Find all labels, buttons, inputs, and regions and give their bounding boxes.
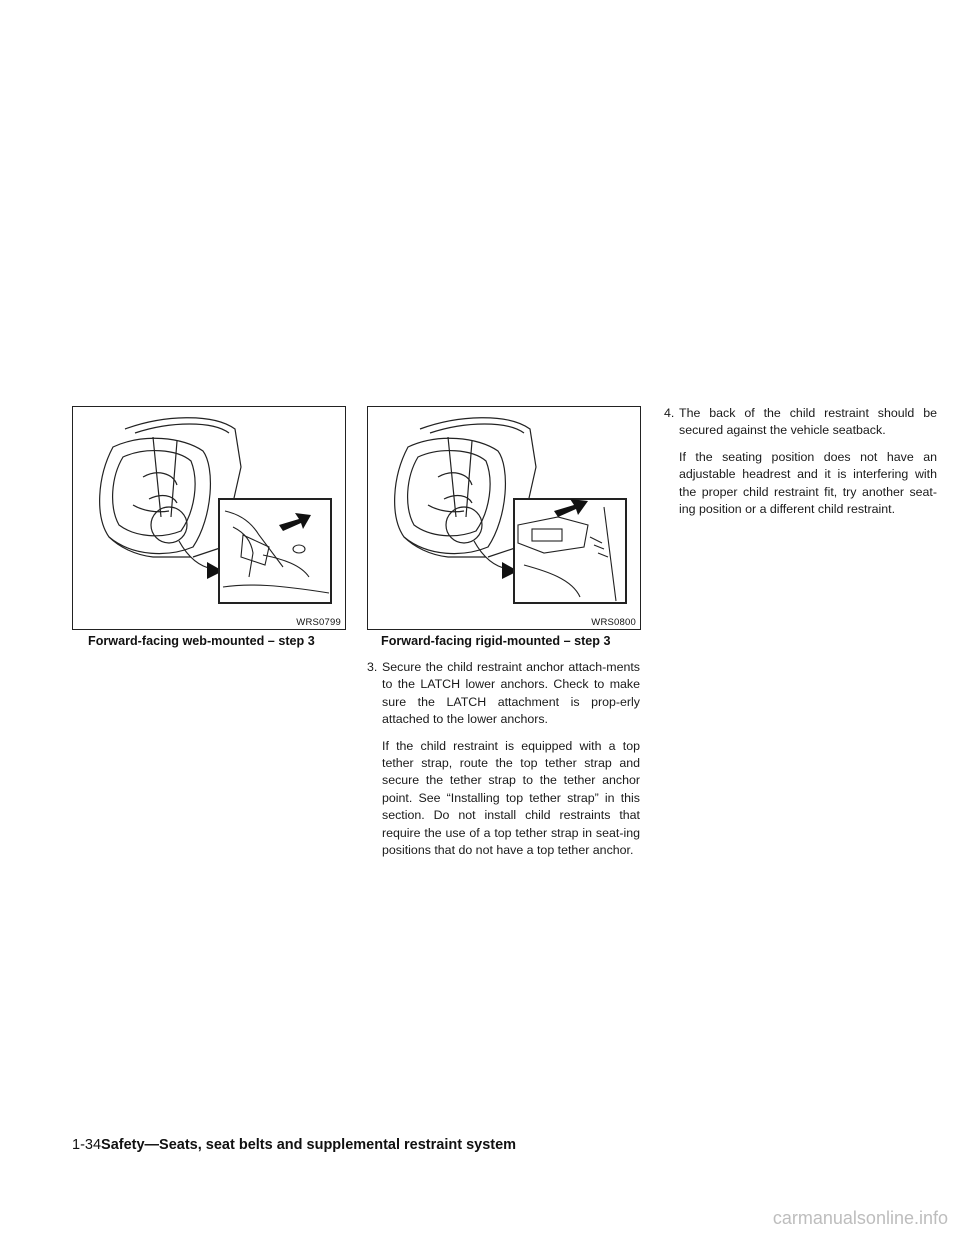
figure-rigid-mounted	[367, 406, 641, 630]
figure-caption: Forward-facing rigid-mounted – step 3	[381, 634, 611, 648]
step-paragraph: The back of the child restraint should be secured against the vehicle seatback.	[679, 406, 937, 438]
figure-code: WRS0800	[591, 617, 636, 628]
step-number: 4.	[664, 406, 675, 420]
child-seat-rigid-mounted-illustration	[368, 407, 640, 629]
figure-caption: Forward-facing web-mounted – step 3	[88, 634, 315, 648]
page-number: 1-34	[72, 1137, 102, 1153]
step-number: 3.	[367, 660, 378, 674]
step-paragraph: If the seating position does not have an adjustable headrest and it is interfering with the proper child restraint fit, try another seat-ing position or a different child restraint.	[679, 449, 937, 517]
step-paragraph: Secure the child restraint anchor attach-ments to the LATCH lower anchors. Check to make sure the LATCH attachment is prop-erly attached to the lower anchors.	[382, 660, 640, 727]
figure-web-mounted	[72, 406, 346, 630]
section-title: Safety—Seats, seat belts and supplemental restraint system	[101, 1137, 517, 1153]
step-paragraph: If the child restraint is equipped with a top tether strap, route the top tether strap and secure the tether strap to the tether anchor point. See “Installing top tether strap” in this section. Do not install child restraints that require the use of a top tether strap in seat-ing positions that do not have a top tether anchor.	[382, 738, 640, 858]
instruction-step-4	[664, 405, 937, 518]
figure-code: WRS0799	[296, 617, 341, 628]
instruction-step-3	[367, 659, 640, 859]
page-footer	[72, 1137, 516, 1153]
child-seat-web-mounted-illustration	[73, 407, 345, 629]
site-watermark: carmanualsonline.info	[772, 1208, 948, 1228]
